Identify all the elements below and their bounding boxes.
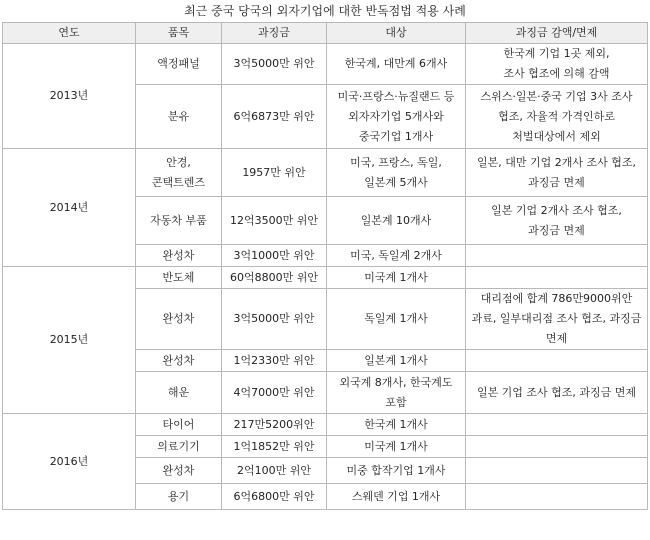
fine-cell <box>222 414 327 436</box>
target-cell-line: 일본계 10개사 <box>360 213 432 227</box>
fine-cell <box>222 350 327 372</box>
relief-cell <box>466 245 648 267</box>
relief-cell <box>466 414 648 436</box>
target-cell-line: 외자자기업 5개사와 <box>348 109 444 123</box>
fine-cell <box>222 372 327 414</box>
target-cell-line: 중국기업 1개사 <box>358 129 434 143</box>
relief-cell-line: 면제 <box>545 332 568 345</box>
relief-cell-line: 일본 기업 조사 협조, 과징금 면제 <box>476 385 637 399</box>
relief-cell <box>466 372 648 414</box>
item-cell-line: 타이어 <box>162 417 195 431</box>
fine-cell-line: 6억6800만 위안 <box>233 489 315 503</box>
fine-cell <box>222 245 327 267</box>
target-cell <box>327 44 466 85</box>
item-cell <box>136 267 222 289</box>
antitrust-cases-table <box>2 22 648 510</box>
item-cell <box>136 197 222 245</box>
target-cell-line: 미중 합작기업 1개사 <box>346 463 446 477</box>
item-cell-line: 완성차 <box>162 312 195 325</box>
target-cell <box>327 458 466 484</box>
fine-cell-line: 1957만 위안 <box>242 165 306 179</box>
table-row <box>3 149 648 197</box>
fine-cell <box>222 458 327 484</box>
fine-cell <box>222 44 327 85</box>
relief-cell-line: 일본 기업 2개사 조사 협조, <box>491 203 622 217</box>
header-fine: 과징금 <box>222 23 327 44</box>
fine-cell-line: 217만5200위안 <box>233 417 315 431</box>
relief-cell-line: 조사 협조에 의해 감액 <box>503 67 610 80</box>
table-row <box>3 44 648 85</box>
relief-cell <box>466 458 648 484</box>
target-cell-line: 미국계 1개사 <box>364 270 428 284</box>
relief-cell <box>466 350 648 372</box>
target-cell <box>327 197 466 245</box>
year-cell: 2014년 <box>3 149 136 267</box>
fine-cell <box>222 267 327 289</box>
item-cell-line: 분유 <box>167 109 190 123</box>
item-cell <box>136 436 222 458</box>
item-cell <box>136 149 222 197</box>
target-cell-line: 일본계 1개사 <box>364 353 428 367</box>
relief-cell <box>466 85 648 149</box>
year-cell: 2013년 <box>3 44 136 149</box>
item-cell-line: 자동차 부품 <box>150 213 207 227</box>
relief-cell <box>466 149 648 197</box>
item-cell-line: 완성차 <box>162 463 195 477</box>
item-cell <box>136 372 222 414</box>
relief-cell <box>466 267 648 289</box>
target-cell-line: 미국·프랑스·뉴질랜드 등 <box>337 89 455 103</box>
target-cell <box>327 372 466 414</box>
fine-cell <box>222 85 327 149</box>
target-cell-line: 미국, 프랑스, 독일, <box>350 155 442 169</box>
relief-cell-line: 스위스·일본·중국 기업 3사 조사 <box>480 89 633 103</box>
target-cell <box>327 436 466 458</box>
target-cell-line: 한국계, 대만계 6개사 <box>344 57 448 70</box>
header-relief: 과징금 감액/면제 <box>466 23 648 44</box>
relief-cell-line: 한국계 기업 1곳 제외, <box>503 47 610 60</box>
header-target: 대상 <box>327 23 466 44</box>
item-cell-line: 해운 <box>167 385 190 399</box>
fine-cell <box>222 149 327 197</box>
target-cell <box>327 289 466 350</box>
fine-cell-line: 60억8800만 위안 <box>230 270 318 284</box>
relief-cell-line: 과징금 면제 <box>528 223 585 237</box>
fine-cell <box>222 289 327 350</box>
item-cell <box>136 484 222 510</box>
fine-cell-line: 3억5000만 위안 <box>233 57 315 70</box>
target-cell-line: 독일계 1개사 <box>364 312 428 325</box>
table-body <box>3 44 648 510</box>
year-cell: 2016년 <box>3 414 136 510</box>
relief-cell <box>466 197 648 245</box>
relief-cell-line: 과징금 면제 <box>528 175 585 189</box>
item-cell <box>136 414 222 436</box>
target-cell-line: 한국계 1개사 <box>364 417 428 431</box>
item-cell-line: 반도체 <box>162 270 195 284</box>
relief-cell-line: 처벌대상에서 제외 <box>512 129 601 143</box>
fine-cell-line: 1억1852만 위안 <box>233 439 315 453</box>
relief-cell <box>466 44 648 85</box>
fine-cell-line: 2억100만 위안 <box>237 463 311 477</box>
target-cell-line: 포함 <box>385 395 407 409</box>
item-cell <box>136 289 222 350</box>
item-cell-line: 안경, <box>166 155 191 169</box>
header-year: 연도 <box>3 23 136 44</box>
table-row <box>3 414 648 436</box>
item-cell <box>136 458 222 484</box>
target-cell <box>327 85 466 149</box>
item-cell-line: 액정패널 <box>157 57 200 70</box>
target-cell-line: 스웨덴 기업 1개사 <box>351 489 441 503</box>
item-cell-line: 용기 <box>167 489 190 503</box>
fine-cell-line: 3억5000만 위안 <box>233 312 315 325</box>
relief-cell-line: 일본, 대만 기업 2개사 조사 협조, <box>477 155 636 169</box>
item-cell-line: 콘택트렌즈 <box>151 175 206 189</box>
fine-cell-line: 12억3500만 위안 <box>230 213 318 227</box>
relief-cell <box>466 436 648 458</box>
table-caption: 최근 중국 당국의 외자기업에 대한 반독점법 적용 사례 <box>184 4 466 18</box>
relief-cell <box>466 484 648 510</box>
target-cell-line: 미국계 1개사 <box>364 439 428 453</box>
target-cell <box>327 350 466 372</box>
target-cell-line: 미국, 독일계 2개사 <box>350 248 442 262</box>
item-cell-line: 완성차 <box>162 248 195 262</box>
relief-cell <box>466 289 648 350</box>
target-cell <box>327 414 466 436</box>
item-cell-line: 의료기기 <box>157 439 200 453</box>
fine-cell <box>222 484 327 510</box>
header-row <box>3 23 648 44</box>
item-cell <box>136 85 222 149</box>
target-cell-line: 외국계 8개사, 한국계도 <box>339 375 453 389</box>
item-cell <box>136 245 222 267</box>
fine-cell-line: 6억6873만 위안 <box>233 109 315 123</box>
target-cell <box>327 245 466 267</box>
target-cell <box>327 149 466 197</box>
fine-cell <box>222 197 327 245</box>
header-item: 품목 <box>136 23 222 44</box>
target-cell <box>327 484 466 510</box>
year-cell: 2015년 <box>3 267 136 414</box>
fine-cell <box>222 436 327 458</box>
fine-cell-line: 3억1000만 위안 <box>233 248 315 262</box>
item-cell-line: 완성차 <box>162 353 195 367</box>
fine-cell-line: 4억7000만 위안 <box>233 385 315 399</box>
fine-cell-line: 1억2330만 위안 <box>233 353 315 367</box>
relief-cell-line: 과료, 일부대리점 조사 협조, 과징금 <box>471 312 642 325</box>
relief-cell-line: 대리점에 합계 786만9000위안 <box>480 292 633 305</box>
target-cell <box>327 267 466 289</box>
table-row <box>3 267 648 289</box>
item-cell <box>136 350 222 372</box>
target-cell-line: 일본계 5개사 <box>364 175 428 189</box>
item-cell <box>136 44 222 85</box>
relief-cell-line: 협조, 자율적 가격인하로 <box>498 109 615 123</box>
